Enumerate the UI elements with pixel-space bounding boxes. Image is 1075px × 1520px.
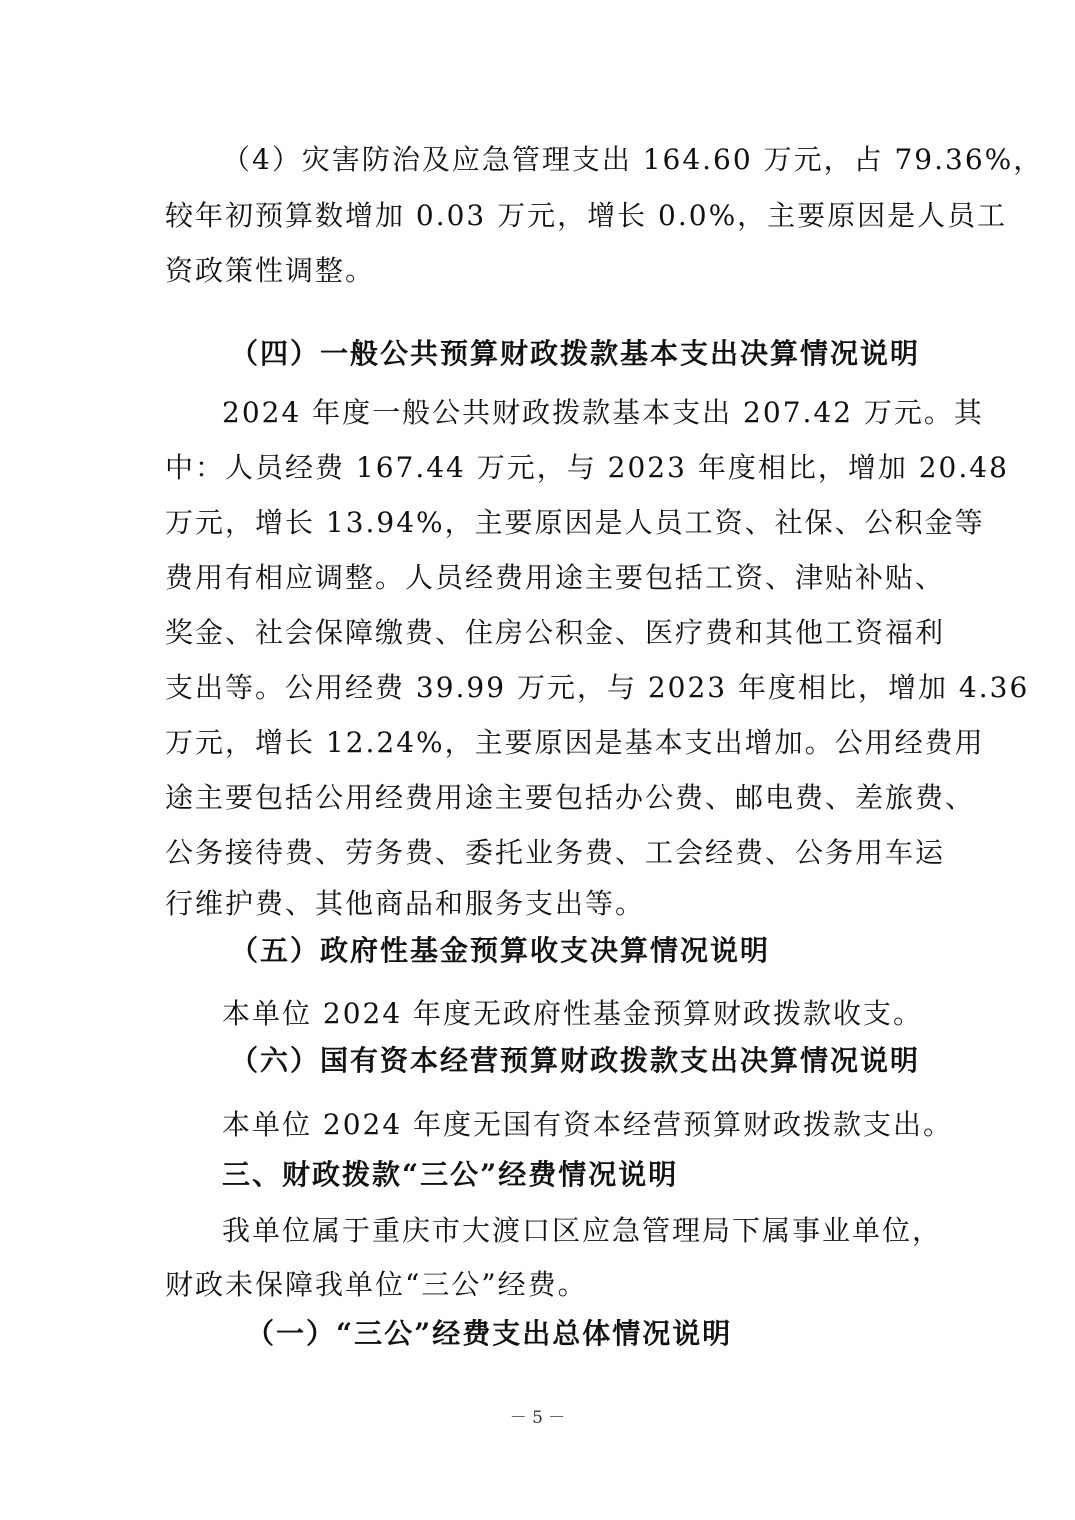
paragraph-line: 行维护费、其他商品和服务支出等。 bbox=[165, 887, 646, 920]
paragraph-line: 万元，增长 12.24%，主要原因是基本支出增加。公用经费用 bbox=[165, 726, 985, 759]
paragraph-line: 我单位属于重庆市大渡口区应急管理局下属事业单位， bbox=[222, 1214, 943, 1247]
paragraph-line: 2024 年度一般公共财政拨款基本支出 207.42 万元。其 bbox=[222, 396, 984, 429]
paragraph-line: 本单位 2024 年度无国有资本经营预算财政拨款支出。 bbox=[222, 1108, 954, 1141]
paragraph-line: 万元，增长 13.94%，主要原因是人员工资、社保、公积金等 bbox=[165, 506, 985, 539]
paragraph-line: 途主要包括公用经费用途主要包括办公费、邮电费、差旅费、 bbox=[165, 781, 976, 814]
paragraph-line: （4）灾害防治及应急管理支出 164.60 万元，占 79.36%， bbox=[222, 143, 1044, 176]
subheading-1: （一）“三公”经费支出总体情况说明 bbox=[246, 1317, 733, 1350]
paragraph-line: 中：人员经费 167.44 万元，与 2023 年度相比，增加 20.48 bbox=[165, 451, 1009, 484]
section-heading-5: （五）政府性基金预算收支决算情况说明 bbox=[230, 934, 771, 967]
paragraph-line: 财政未保障我单位“三公”经费。 bbox=[165, 1268, 588, 1301]
paragraph-line: 公务接待费、劳务费、委托业务费、工会经费、公务用车运 bbox=[165, 836, 946, 869]
paragraph-line: 较年初预算数增加 0.03 万元，增长 0.0%，主要原因是人员工 bbox=[165, 199, 1008, 232]
page-number: － 5 － bbox=[509, 1408, 566, 1428]
paragraph-line: 奖金、社会保障缴费、住房公积金、医疗费和其他工资福利 bbox=[165, 616, 946, 649]
paragraph-line: 本单位 2024 年度无政府性基金预算财政拨款收支。 bbox=[222, 997, 924, 1030]
section-heading-4: （四）一般公共预算财政拨款基本支出决算情况说明 bbox=[230, 337, 921, 370]
paragraph-line: 支出等。公用经费 39.99 万元，与 2023 年度相比，增加 4.36 bbox=[165, 671, 1030, 704]
section-heading-6: （六）国有资本经营预算财政拨款支出决算情况说明 bbox=[230, 1044, 921, 1077]
chapter-heading-3: 三、财政拨款“三公”经费情况说明 bbox=[222, 1158, 679, 1191]
paragraph-line: 资政策性调整。 bbox=[165, 254, 376, 287]
paragraph-line: 费用有相应调整。人员经费用途主要包括工资、津贴补贴、 bbox=[165, 561, 946, 594]
